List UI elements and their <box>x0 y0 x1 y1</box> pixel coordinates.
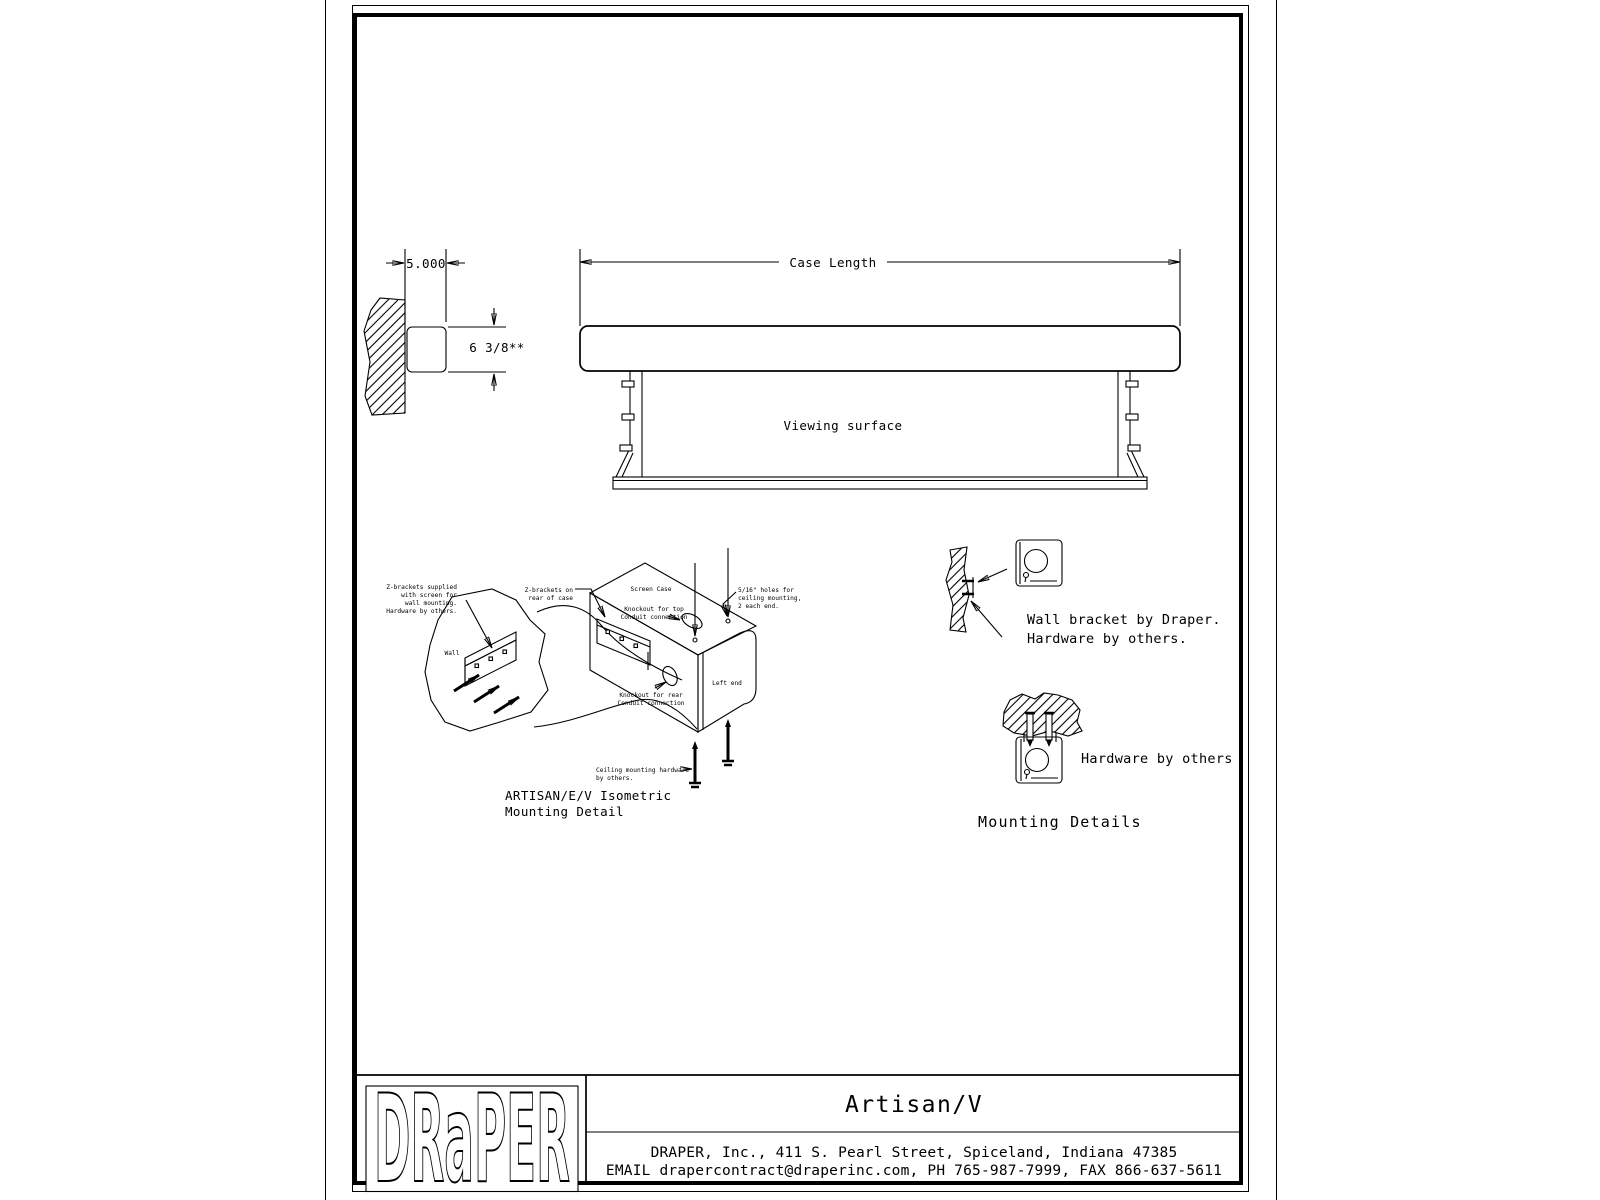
isometric-detail <box>386 548 801 819</box>
company-address: DRAPER, Inc., 411 S. Pearl Street, Spiceland, Indiana 47385 <box>650 1145 1178 1161</box>
bracket-hole <box>620 637 624 641</box>
screen-drop <box>1025 770 1030 775</box>
label-wall: Wall <box>444 650 460 657</box>
roller <box>1025 550 1048 573</box>
label-left-end: Left end <box>712 680 742 687</box>
company-contact: EMAIL drapercontract@draperinc.com, PH 765-987-7999, FAX 866-637-5611 <box>605 1163 1223 1179</box>
ceiling-bolt <box>1044 713 1054 747</box>
ceiling-bolt <box>1025 713 1035 747</box>
wall-hatch <box>364 298 405 415</box>
label-z-wall-3: wall mounting. <box>404 600 457 607</box>
ceiling-hole <box>726 619 730 623</box>
screen-case-front <box>580 326 1180 371</box>
wall-mount-detail <box>946 540 1221 647</box>
wall-bracket-text-2: Hardware by others. <box>1027 631 1188 647</box>
leader-rear-knockout <box>655 682 666 688</box>
dim-case-length <box>580 249 1180 326</box>
depth-dim-text: 5.000 <box>406 256 446 271</box>
iso-labels <box>386 584 801 782</box>
wall-section-detail <box>364 249 525 415</box>
hardware-by-others-text: Hardware by others <box>1081 751 1233 767</box>
right-rail <box>1118 371 1144 477</box>
case-section <box>407 327 446 372</box>
bracket-hole <box>475 664 479 668</box>
rail-tab <box>1126 381 1138 387</box>
roller <box>1026 749 1049 772</box>
draper-logo: DRaPER <box>374 1069 570 1200</box>
rail-tab <box>1128 445 1140 451</box>
ceiling-hardware <box>689 548 734 787</box>
rail-tab <box>1126 414 1138 420</box>
label-ceiling-hw-1: Ceiling mounting hardware <box>596 767 690 774</box>
product-title: Artisan/V <box>844 1092 984 1118</box>
iso-wall-screws <box>454 675 519 713</box>
iso-caption-1: ARTISAN/E/V Isometric <box>505 788 672 803</box>
rail-tab <box>622 414 634 420</box>
bottom-slat <box>613 477 1147 489</box>
screw <box>722 719 734 765</box>
height-dim-text: 6 3/8** <box>469 340 525 355</box>
bracket-hole <box>489 657 493 661</box>
leader-wall-bracket <box>466 600 492 648</box>
ceiling-mount-detail <box>978 693 1233 831</box>
case-length-text: Case Length <box>789 255 877 270</box>
viewing-surface-text: Viewing surface <box>783 418 903 433</box>
mounting-details-caption: Mounting Details <box>978 813 1142 831</box>
leader-case-to-bracket <box>978 569 1007 582</box>
ceiling-hole <box>693 638 697 642</box>
label-screen-case: Screen Case <box>630 586 672 593</box>
label-z-wall-4: Hardware by others. <box>386 608 457 615</box>
label-z-wall-1: Z-brackets supplied <box>386 584 457 591</box>
iso-caption-2: Mounting Detail <box>505 804 624 819</box>
wall-bracket-text-1: Wall bracket by Draper. <box>1027 612 1221 628</box>
bracket-hole <box>606 630 610 634</box>
label-holes-1: 5/16" holes for <box>738 587 794 594</box>
screw <box>689 741 701 787</box>
rail-tab <box>622 381 634 387</box>
label-knockout-top-1: Knockout for top <box>624 606 684 613</box>
iso-case-bracket <box>597 619 650 670</box>
dim-height <box>448 308 525 391</box>
bracket-hole <box>634 644 638 648</box>
label-z-wall-2: with screen for <box>401 592 457 599</box>
label-holes-2: ceiling mounting, <box>738 595 802 602</box>
label-z-rear-2: rear of case <box>528 595 573 602</box>
label-ceiling-hw-2: by others. <box>596 775 634 782</box>
label-holes-3: 2 each end. <box>738 603 779 610</box>
leader-text-to-bracket <box>971 601 1002 637</box>
label-knockout-top-2: Conduit connection <box>620 614 688 621</box>
left-rail <box>616 371 642 477</box>
ceiling-hatch <box>1003 693 1082 736</box>
case-cross-section <box>1016 733 1062 783</box>
label-z-rear-1: Z-brackets on <box>524 587 573 594</box>
wall-strip-hatch <box>946 547 969 632</box>
label-knockout-rear-1: Knockout for rear <box>619 692 683 699</box>
leader-holes <box>723 592 736 616</box>
rail-tab <box>620 445 632 451</box>
title-block <box>357 1069 1239 1200</box>
label-knockout-rear-2: Conduit connection <box>617 700 685 707</box>
case-cross-section <box>1016 540 1062 586</box>
front-elevation <box>580 249 1180 489</box>
screen-drop <box>1024 573 1029 578</box>
bracket-hole <box>503 650 507 654</box>
